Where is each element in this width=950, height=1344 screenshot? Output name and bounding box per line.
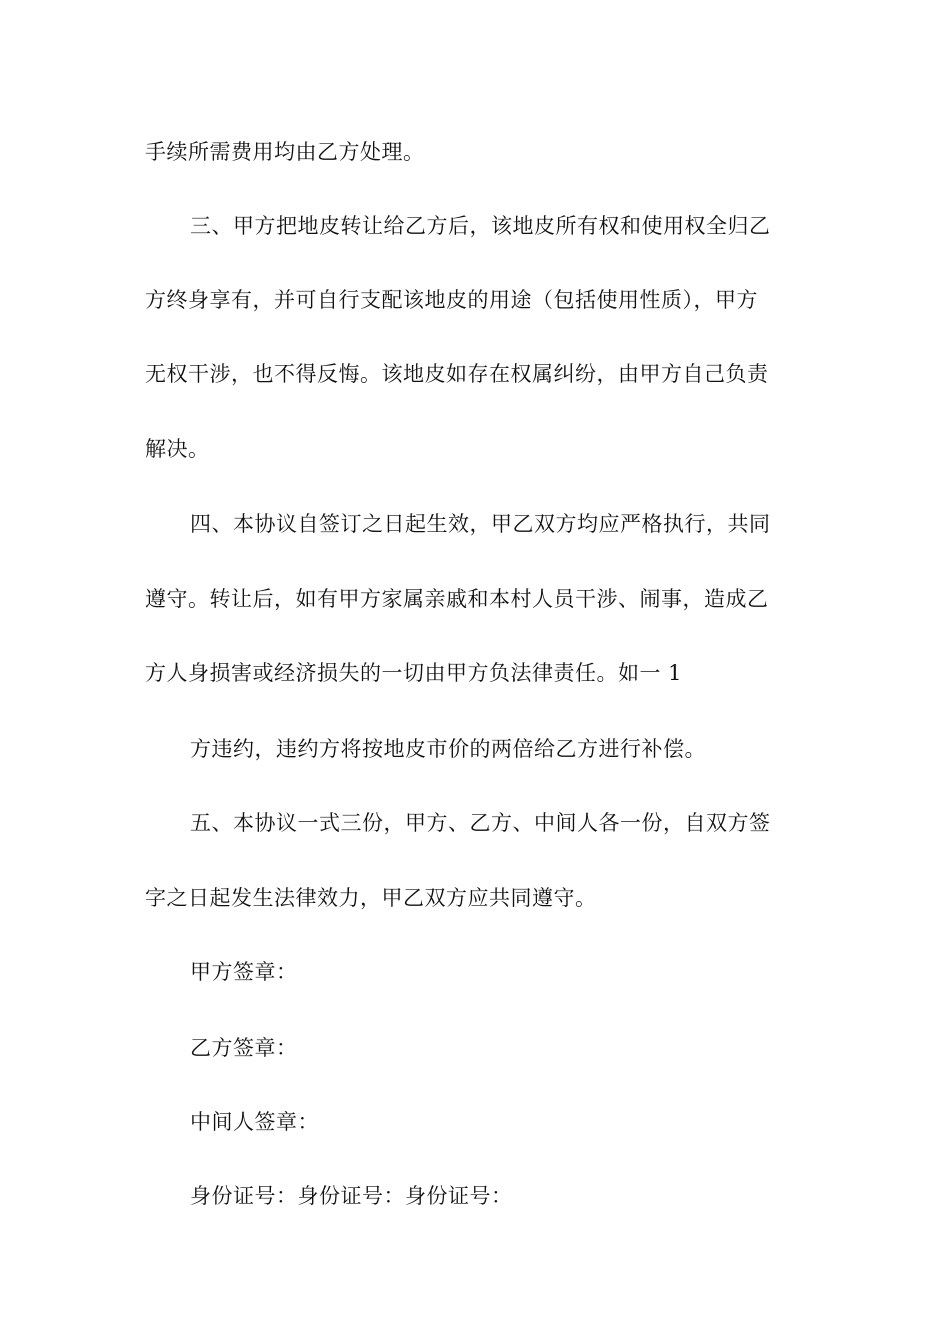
intermediary-signature-label: 中间人签章： [190, 1110, 319, 1134]
clause-four-line: 四、本协议自签订之日起生效，甲乙双方均应严格执行，共同 [190, 512, 771, 536]
party-b-signature-label: 乙方签章： [190, 1036, 298, 1060]
paragraph-line: 方违约，违约方将按地皮市价的两倍给乙方进行补偿。 [190, 737, 706, 761]
paragraph-line: 解决。 [145, 437, 210, 461]
clause-five-line: 五、本协议一式三份，甲方、乙方、中间人各一份，自双方签 [190, 811, 771, 835]
id-number-labels: 身份证号：身份证号：身份证号： [190, 1184, 513, 1208]
paragraph-line: 字之日起发生法律效力，甲乙双方应共同遵守。 [145, 886, 597, 910]
party-a-signature-label: 甲方签章： [190, 960, 298, 984]
paragraph-line: 手续所需费用均由乙方处理。 [145, 140, 425, 164]
paragraph-line: 无权干涉，也不得反悔。该地皮如存在权属纠纷，由甲方自己负责 [145, 362, 769, 386]
clause-three-line: 三、甲方把地皮转让给乙方后，该地皮所有权和使用权全归乙 [190, 214, 771, 238]
paragraph-line: 方人身损害或经济损失的一切由甲方负法律责任。如一 1 [145, 661, 683, 685]
paragraph-line: 遵守。转让后，如有甲方家属亲戚和本村人员干涉、闹事，造成乙 [145, 587, 769, 611]
paragraph-line: 方终身享有，并可自行支配该地皮的用途（包括使用性质），甲方 [145, 288, 758, 312]
